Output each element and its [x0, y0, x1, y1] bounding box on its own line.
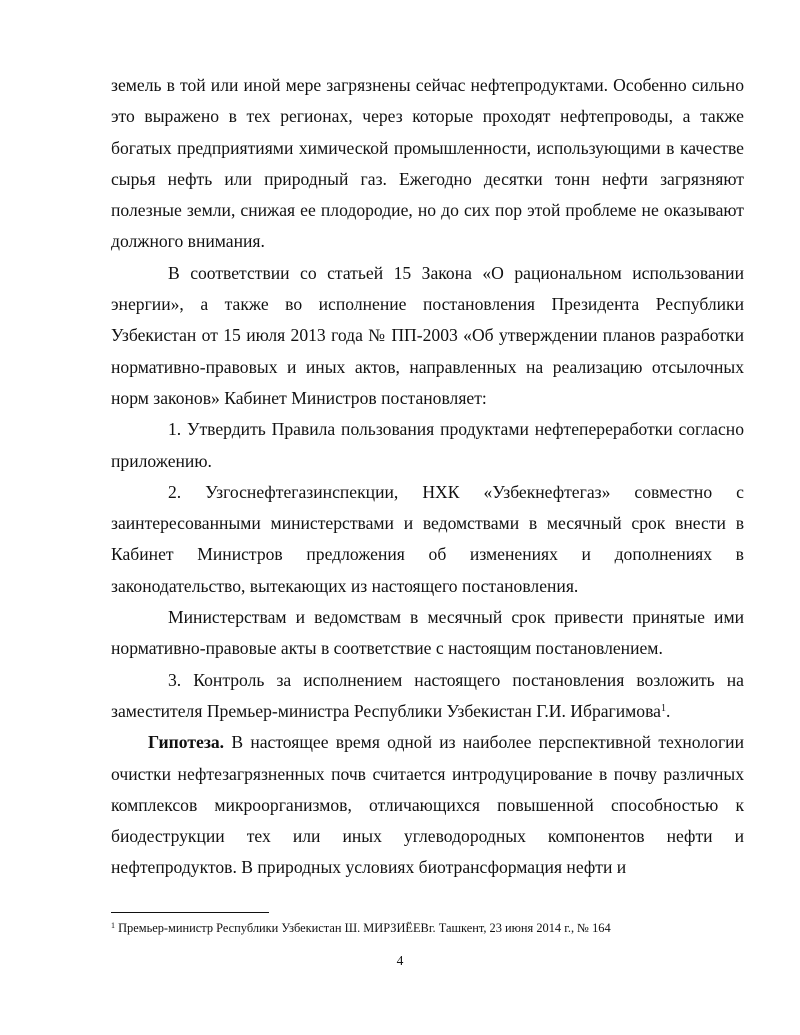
hypothesis-text: В настоящее время одной из наиболее перспективной технологии очистки нефтезагрязненных почв считается интродуцирование в почву различных комплексов микроорганизмов, отличающихся повышенной способностью к биодеструкции тех или иных углеводородных компонентов нефти и нефтепродуктов. В природных условиях биотрансформация нефти и: [111, 732, 744, 878]
paragraph-item-3-text: 3. Контроль за исполнением настоящего постановления возложить на заместителя Премьер-министра Республики Узбекистан Г.И. Ибрагимова: [111, 669, 744, 721]
paragraph-item-2: 2. Узгоснефтегазинспекции, НХК «Узбекнефтегаз» совместно с заинтересованными министерствами и ведомствами в месячный срок внести в Кабинет Министров предложения об изменениях и дополнениях в законодательство, вытекающих из настоящего постановления.: [111, 481, 744, 596]
paragraph-item-3-end: .: [666, 700, 671, 721]
paragraph-soil-pollution: земель в той или иной мере загрязнены сейчас нефтепродуктами. Особенно сильно это выражено в тех регионах, через которые проходят нефтепроводы, а также богатых предприятиями химической промышленности, использующими в качестве сырья нефть или природный газ. Ежегодно десятки тонн нефти загрязняют полезные земли, снижая ее плодородие, но до сих пор этой проблеме не оказывают должного внимания.: [111, 75, 744, 252]
footnote-text: Премьер-министр Республики Узбекистан Ш. МИРЗИЁЕВг. Ташкент, 23 июня 2014 г., № 164: [115, 921, 611, 935]
paragraph-item-1: 1. Утвердить Правила пользования продуктами нефтепереработки согласно приложению.: [111, 419, 744, 471]
paragraph-item-3: [111, 665, 744, 728]
paragraph-ministries: Министерствам и ведомствам в месячный срок привести принятые ими нормативно-правовые акты в соответствие с настоящим постановлением.: [111, 607, 744, 659]
paragraph-law-reference: В соответствии со статьей 15 Закона «О рациональном использовании энергии», а также во исполнение постановления Президента Республики Узбекистан от 15 июля 2013 года № ПП-2003 «Об утверждении планов разработки нормативно-правовых и иных актов, направленных на реализацию отсылочных норм законов» Кабинет Министров постановляет:: [111, 262, 744, 408]
hypothesis-label: Гипотеза.: [148, 732, 225, 753]
footnote-marker: 1: [111, 921, 115, 930]
footnote-divider: [111, 912, 269, 913]
footnote-reference: 1: [661, 702, 666, 714]
paragraph-hypothesis: [111, 727, 744, 883]
document-body: [111, 70, 744, 884]
footnote: [111, 920, 611, 936]
page-number: 4: [396, 953, 404, 968]
